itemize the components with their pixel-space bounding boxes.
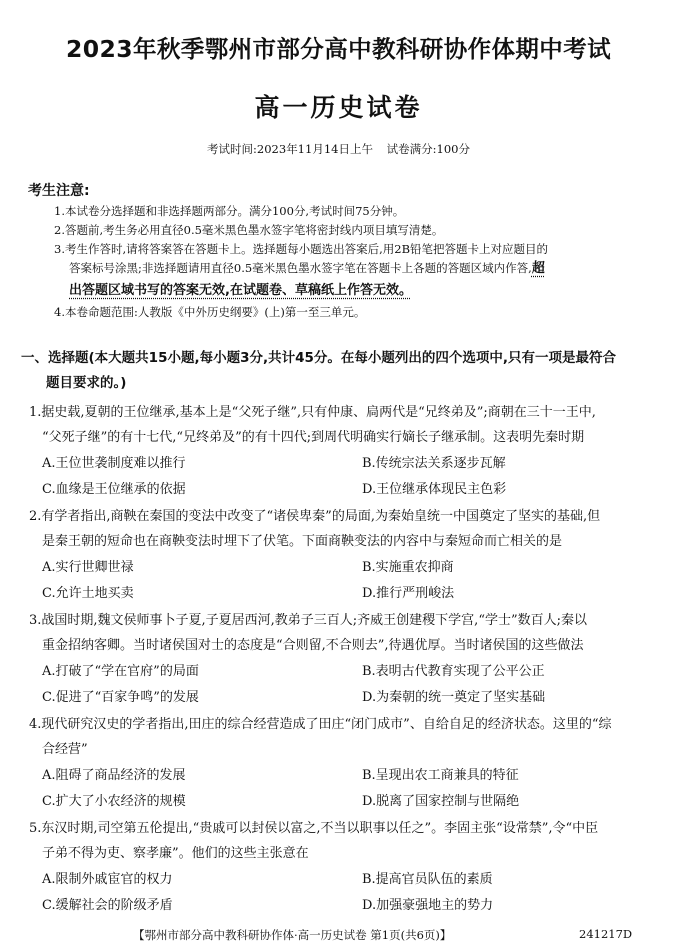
- question-5-stem-cont: 子弟不得为吏、察孝廉”。他们的这些主张意在: [42, 846, 309, 861]
- question-3-stem-cont: 重金招纳客卿。当时诸侯国对士的态度是“合则留,不合则去”,待遇优厚。当时诸侯国的这些做法: [42, 638, 584, 653]
- question-2-option-b: B.实施重农抑商: [362, 560, 454, 575]
- question-4-option-d: D.脱离了国家控制与世隔绝: [362, 794, 520, 809]
- notice-item-2: 2.答题前,考生务必用直径0.5毫米黑色墨水签字笔将密封线内项目填写清楚。: [54, 223, 444, 237]
- section-heading: 一、选择题(本大题共15小题,每小题3分,共计45分。在每小题列出的四个选项中,只有一项是最符合: [21, 350, 617, 366]
- notice-item-1: 1.本试卷分选择题和非选择题两部分。满分100分,考试时间75分钟。: [54, 204, 405, 218]
- notice-item-3-text: 答案标号涂黑;非选择题请用直径0.5毫米黑色墨水签字笔在答题卡上各题的答题区域内作答,: [69, 261, 532, 275]
- question-1-option-b: B.传统宗法关系逐步瓦解: [362, 456, 506, 471]
- full-score: 试卷满分:100分: [386, 142, 470, 156]
- question-4-option-c: C.扩大了小农经济的规模: [42, 794, 186, 809]
- question-2-stem: 2.有学者指出,商鞅在秦国的变法中改变了“诸侯卑秦”的局面,为秦始皇统一中国奠定了坚实的基础,但: [29, 509, 601, 524]
- paper-subtitle: 高一历史试卷: [254, 93, 423, 122]
- notice-item-3: 3.考生作答时,请将答案答在答题卡上。选择题每小题选出答案后,用2B铅笔把答题卡上对应题目的: [54, 242, 549, 256]
- question-5-option-d: D.加强豪强地主的势力: [362, 898, 494, 913]
- exam-title: 2023年秋季鄂州市部分高中教科研协作体期中考试: [65, 35, 611, 63]
- section-heading-cont: 题目要求的。): [46, 375, 127, 391]
- question-4-option-b: B.呈现出农工商兼具的特征: [362, 768, 519, 783]
- question-5-option-b: B.提高官员队伍的素质: [362, 872, 493, 887]
- question-5-option-a: A.限制外戚宦官的权力: [42, 872, 173, 887]
- paper-code: 241217D: [579, 927, 633, 941]
- question-2-option-d: D.推行严刑峻法: [362, 586, 455, 601]
- question-3-option-a: A.打破了“学在官府”的局面: [42, 664, 199, 679]
- question-3-stem: 3.战国时期,魏文侯师事卜子夏,子夏居西河,教弟子三百人;齐威王创建稷下学宫,“学士”数百人;秦以: [29, 613, 587, 628]
- notice-item-3-warning: 出答题区域书写的答案无效,在试题卷、草稿纸上作答无效。: [69, 283, 412, 298]
- question-4-option-a: A.阻碍了商品经济的发展: [42, 768, 186, 783]
- question-1-stem: 1.据史载,夏朝的王位继承,基本上是“父死子继”,只有仲康、扃两代是“兄终弟及”;商朝在三十一王中,: [29, 405, 596, 420]
- exam-meta: [0, 141, 677, 157]
- question-1-stem-cont: “父死子继”的有十七代,“兄终弟及”的有十四代;到周代明确实行嫡长子继承制。这表明先秦时期: [42, 430, 585, 445]
- question-5-option-c: C.缓解社会的阶级矛盾: [42, 898, 173, 913]
- question-3-option-b: B.表明古代教育实现了公平公正: [362, 664, 545, 679]
- notice-item-3-cont: [69, 258, 669, 279]
- question-1-option-a: A.王位世袭制度难以推行: [42, 456, 186, 471]
- notice-item-3-bold-start: 超: [531, 261, 545, 276]
- question-2-option-c: C.允许土地买卖: [42, 586, 134, 601]
- question-1-option-c: C.血缘是王位继承的依据: [42, 482, 186, 497]
- question-3-option-d: D.为秦朝的统一奠定了坚实基础: [362, 690, 546, 705]
- exam-time: 考试时间:2023年11月14日上午: [207, 142, 373, 156]
- notice-title: 考生注意:: [28, 183, 90, 199]
- question-4-stem-cont: 合经营”: [42, 742, 88, 757]
- question-4-stem: 4.现代研究汉史的学者指出,田庄的综合经营造成了田庄“闭门成市”、自给自足的经济状态。这里的“综: [29, 717, 612, 732]
- page-footer: 【鄂州市部分高中教科研协作体·高一历史试卷 第1页(共6页)】: [133, 928, 452, 942]
- question-2-option-a: A.实行世卿世禄: [42, 560, 134, 575]
- question-2-stem-cont: 是秦王朝的短命也在商鞅变法时埋下了伏笔。下面商鞅变法的内容中与秦短命而亡相关的是: [42, 534, 563, 549]
- question-3-option-c: C.促进了“百家争鸣”的发展: [42, 690, 199, 705]
- question-1-option-d: D.王位继承体现民主色彩: [362, 482, 507, 497]
- question-5-stem: 5.东汉时期,司空第五伦提出,“贵戚可以封侯以富之,不当以职事以任之”。李固主张“设常禁”,令“中臣: [29, 821, 599, 836]
- notice-item-4: 4.本卷命题范围:人教版《中外历史纲要》(上)第一至三单元。: [54, 305, 366, 319]
